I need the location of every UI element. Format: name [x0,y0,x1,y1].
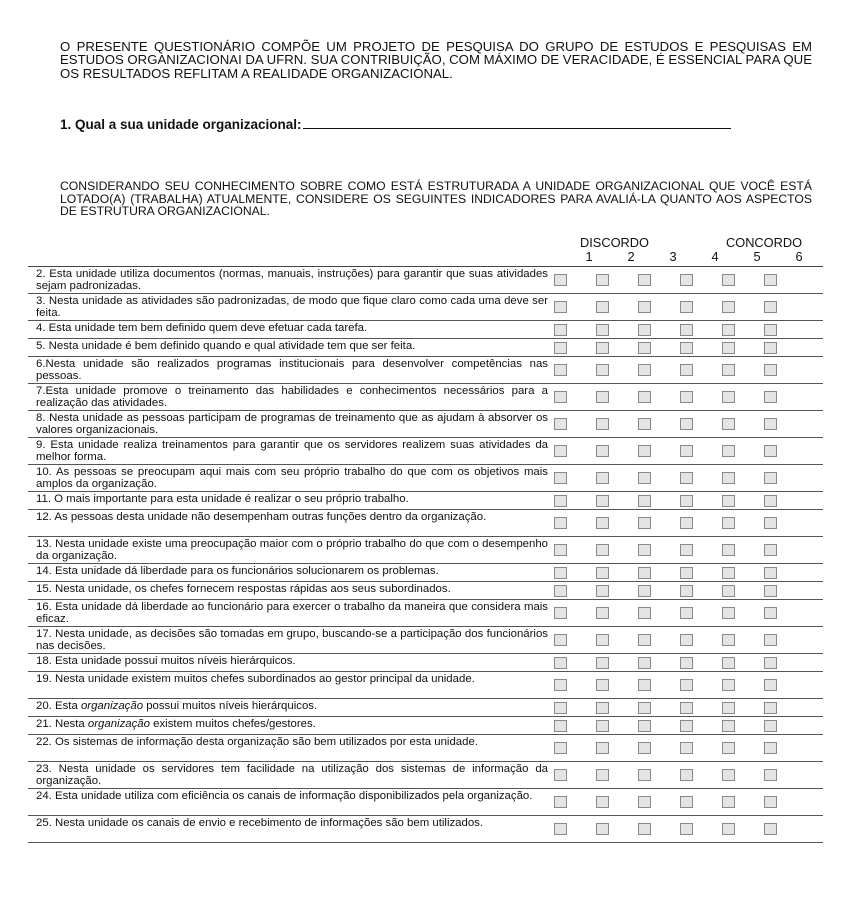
scale-point-4: 4 [711,249,719,264]
rating-checkbox-3[interactable] [638,796,651,808]
scale-point-2: 2 [627,249,635,264]
item-text: 4. Esta unidade tem bem definido quem deve efetuar cada tarefa. [36,322,368,334]
rating-checkbox-3[interactable] [638,324,651,336]
rating-checkbox-5[interactable] [722,495,735,507]
item-row [28,816,823,843]
rating-checkbox-1[interactable] [554,342,567,354]
item-row [28,582,823,600]
rating-checkbox-3[interactable] [638,301,651,313]
rating-options [548,294,823,320]
rating-checkbox-3[interactable] [638,742,651,754]
rating-checkbox-4[interactable] [680,585,693,597]
scale-low-label: DISCORDO [580,235,649,250]
item-row [28,762,823,789]
item-text: 5. Nesta unidade é bem definido quando e qual atividade tem que ser feita. [36,340,416,352]
rating-checkbox-3[interactable] [638,364,651,376]
rating-checkbox-5[interactable] [722,274,735,286]
rating-checkbox-3[interactable] [638,274,651,286]
rating-checkbox-1[interactable] [554,274,567,286]
scale-point-1: 1 [585,249,593,264]
item-text-part: 21. Nesta [36,718,88,730]
rating-checkbox-5[interactable] [722,544,735,556]
rating-checkbox-3[interactable] [638,342,651,354]
rating-checkbox-6[interactable] [764,567,777,579]
item-row [28,789,823,816]
rating-checkbox-1[interactable] [554,391,567,403]
rating-checkbox-5[interactable] [722,567,735,579]
item-text: 16. Esta unidade dá liberdade ao funcionário para exercer o trabalho da maneira que considera mais eficaz. [36,601,548,626]
item-row [28,465,823,492]
rating-checkbox-6[interactable] [764,585,777,597]
rating-checkbox-3[interactable] [638,823,651,835]
item-text-part: 20. Esta [36,700,81,712]
rating-checkbox-3[interactable] [638,418,651,430]
item-row [28,699,823,717]
rating-checkbox-2[interactable] [596,445,609,457]
rating-checkbox-4[interactable] [680,567,693,579]
rating-checkbox-1[interactable] [554,702,567,714]
item-text-part: possui muitos níveis hierárquicos. [143,700,318,712]
rating-checkbox-2[interactable] [596,301,609,313]
rating-checkbox-4[interactable] [680,769,693,781]
rating-options [548,438,823,464]
rating-checkbox-6[interactable] [764,720,777,732]
rating-checkbox-1[interactable] [554,679,567,691]
item-row [28,357,823,384]
rating-checkbox-1[interactable] [554,445,567,457]
rating-checkbox-6[interactable] [764,607,777,619]
rating-checkbox-5[interactable] [722,324,735,336]
rating-checkbox-2[interactable] [596,657,609,669]
instructions-paragraph: CONSIDERANDO SEU CONHECIMENTO SOBRE COMO ESTÁ ESTRUTURADA A UNIDADE ORGANIZACIONAL QUE VOCÊ ESTÁ LOTADO(A) (TRABALHA) ATUALMENTE, CONSIDERE OS SEGUINTES INDICADORES PARA AVALIÁ-LA QUANTO AOS ASPECTOS DE ESTRUTURA ORGANIZACIONAL. [60,179,812,219]
rating-checkbox-2[interactable] [596,742,609,754]
item-text [28,699,548,716]
rating-checkbox-5[interactable] [722,720,735,732]
rating-checkbox-5[interactable] [722,364,735,376]
rating-checkbox-6[interactable] [764,342,777,354]
rating-checkbox-5[interactable] [722,445,735,457]
rating-checkbox-1[interactable] [554,585,567,597]
rating-checkbox-5[interactable] [722,657,735,669]
rating-checkbox-6[interactable] [764,418,777,430]
rating-checkbox-2[interactable] [596,634,609,646]
rating-checkbox-2[interactable] [596,607,609,619]
rating-checkbox-4[interactable] [680,342,693,354]
rating-checkbox-6[interactable] [764,544,777,556]
rating-checkbox-6[interactable] [764,702,777,714]
rating-checkbox-6[interactable] [764,769,777,781]
rating-checkbox-1[interactable] [554,769,567,781]
rating-checkbox-1[interactable] [554,720,567,732]
rating-checkbox-4[interactable] [680,364,693,376]
scale-high-label: CONCORDO [726,235,803,250]
rating-checkbox-4[interactable] [680,544,693,556]
rating-checkbox-5[interactable] [722,607,735,619]
rating-options [548,600,823,626]
rating-checkbox-5[interactable] [722,585,735,597]
rating-checkbox-2[interactable] [596,472,609,484]
item-text-part: existem muitos chefes/gestores. [149,718,316,730]
rating-checkbox-2[interactable] [596,274,609,286]
item-row [28,321,823,339]
rating-checkbox-1[interactable] [554,657,567,669]
rating-checkbox-1[interactable] [554,301,567,313]
item-row [28,600,823,627]
rating-checkbox-3[interactable] [638,495,651,507]
rating-checkbox-1[interactable] [554,742,567,754]
rating-checkbox-3[interactable] [638,544,651,556]
rating-checkbox-4[interactable] [680,301,693,313]
rating-options [548,816,823,842]
item-text: 23. Nesta unidade os servidores tem facilidade na utilização dos sistemas de informação da organização. [36,763,548,788]
rating-options [548,537,823,563]
rating-checkbox-6[interactable] [764,364,777,376]
item-row [28,294,823,321]
rating-checkbox-1[interactable] [554,634,567,646]
rating-checkbox-1[interactable] [554,567,567,579]
rating-checkbox-3[interactable] [638,391,651,403]
rating-options [548,582,823,599]
rating-checkbox-6[interactable] [764,517,777,529]
rating-checkbox-5[interactable] [722,418,735,430]
rating-checkbox-4[interactable] [680,607,693,619]
item-row [28,564,823,582]
rating-options [548,762,823,788]
rating-checkbox-2[interactable] [596,702,609,714]
rating-options [548,267,823,293]
rating-options [548,717,823,734]
rating-checkbox-6[interactable] [764,445,777,457]
rating-checkbox-2[interactable] [596,823,609,835]
rating-checkbox-5[interactable] [722,769,735,781]
rating-options [548,672,823,698]
rating-checkbox-2[interactable] [596,585,609,597]
rating-checkbox-5[interactable] [722,301,735,313]
question-1-label: 1. Qual a sua unidade organizacional: [60,117,302,132]
rating-checkbox-4[interactable] [680,517,693,529]
rating-checkbox-3[interactable] [638,585,651,597]
rating-checkbox-4[interactable] [680,634,693,646]
rating-checkbox-6[interactable] [764,742,777,754]
item-row [28,384,823,411]
rating-checkbox-6[interactable] [764,679,777,691]
rating-checkbox-6[interactable] [764,274,777,286]
rating-checkbox-5[interactable] [722,679,735,691]
item-text: 12. As pessoas desta unidade não desempenham outras funções dentro da organização. [36,511,487,523]
rating-checkbox-2[interactable] [596,769,609,781]
rating-checkbox-4[interactable] [680,274,693,286]
rating-checkbox-2[interactable] [596,391,609,403]
rating-checkbox-2[interactable] [596,342,609,354]
rating-checkbox-2[interactable] [596,495,609,507]
scale-point-5: 5 [753,249,761,264]
rating-options [548,735,823,761]
rating-checkbox-4[interactable] [680,742,693,754]
rating-checkbox-6[interactable] [764,495,777,507]
rating-checkbox-2[interactable] [596,679,609,691]
rating-checkbox-1[interactable] [554,607,567,619]
item-text: 2. Esta unidade utiliza documentos (normas, manuais, instruções) para garantir que suas atividades sejam padronizadas. [36,268,548,293]
rating-checkbox-6[interactable] [764,796,777,808]
rating-checkbox-5[interactable] [722,634,735,646]
item-row [28,717,823,735]
item-text: 17. Nesta unidade, as decisões são tomadas em grupo, buscando-se a participação dos funcionários nas decisões. [36,628,548,653]
rating-checkbox-6[interactable] [764,391,777,403]
item-row [28,735,823,762]
item-row [28,672,823,699]
rating-checkbox-4[interactable] [680,657,693,669]
question-1 [60,116,731,132]
likert-table [28,266,823,843]
rating-checkbox-3[interactable] [638,517,651,529]
item-row [28,339,823,357]
rating-checkbox-3[interactable] [638,472,651,484]
rating-checkbox-4[interactable] [680,391,693,403]
item-text: 6.Nesta unidade são realizados programas institucionais para desenvolver competências nas pessoas. [36,358,548,383]
item-row [28,492,823,510]
item-text: 13. Nesta unidade existe uma preocupação maior com o próprio trabalho do que com o desempenho da organização. [36,538,548,563]
rating-checkbox-3[interactable] [638,445,651,457]
rating-checkbox-2[interactable] [596,364,609,376]
item-text: 18. Esta unidade possui muitos níveis hierárquicos. [36,655,296,667]
item-row [28,267,823,294]
rating-checkbox-2[interactable] [596,517,609,529]
rating-checkbox-1[interactable] [554,544,567,556]
rating-checkbox-6[interactable] [764,634,777,646]
rating-options [548,339,823,356]
rating-checkbox-3[interactable] [638,720,651,732]
rating-checkbox-3[interactable] [638,769,651,781]
rating-options [548,465,823,491]
rating-checkbox-5[interactable] [722,796,735,808]
rating-checkbox-1[interactable] [554,495,567,507]
item-text: 19. Nesta unidade existem muitos chefes subordinados ao gestor principal da unidade. [36,673,475,685]
rating-checkbox-4[interactable] [680,495,693,507]
rating-checkbox-3[interactable] [638,657,651,669]
rating-checkbox-4[interactable] [680,445,693,457]
item-row [28,537,823,564]
item-row [28,411,823,438]
rating-checkbox-1[interactable] [554,796,567,808]
item-text: 7.Esta unidade promove o treinamento das habilidades e conhecimentos necessários para a realização das atividades. [36,385,548,410]
item-row [28,654,823,672]
rating-checkbox-3[interactable] [638,679,651,691]
item-text: 22. Os sistemas de informação desta organização são bem utilizados por esta unidade. [36,736,478,748]
rating-checkbox-5[interactable] [722,391,735,403]
rating-checkbox-2[interactable] [596,544,609,556]
rating-checkbox-3[interactable] [638,607,651,619]
rating-checkbox-4[interactable] [680,679,693,691]
rating-checkbox-1[interactable] [554,517,567,529]
rating-options [548,654,823,671]
item-text-emphasis: organização [80,700,144,712]
rating-options [548,321,823,338]
rating-checkbox-4[interactable] [680,702,693,714]
rating-checkbox-1[interactable] [554,324,567,336]
unit-answer-field[interactable] [303,116,731,129]
item-text: 8. Nesta unidade as pessoas participam de programas de treinamento que as ajudam à absorver os valores organizacionais. [36,412,548,437]
rating-options [548,699,823,716]
rating-options [548,564,823,581]
rating-checkbox-5[interactable] [722,823,735,835]
rating-checkbox-1[interactable] [554,823,567,835]
rating-checkbox-6[interactable] [764,823,777,835]
rating-checkbox-5[interactable] [722,472,735,484]
item-text: 14. Esta unidade dá liberdade para os funcionários solucionarem os problemas. [36,565,439,577]
item-row [28,510,823,537]
rating-checkbox-1[interactable] [554,418,567,430]
item-text: 10. As pessoas se preocupam aqui mais com seu próprio trabalho do que com os objetivos mais amplos da organização. [36,466,548,491]
rating-checkbox-4[interactable] [680,720,693,732]
intro-paragraph: O PRESENTE QUESTIONÁRIO COMPÕE UM PROJETO DE PESQUISA DO GRUPO DE ESTUDOS E PESQUISAS EM ESTUDOS ORGANIZACIONAI DA UFRN. SUA CONTRIBUIÇÃO, COM MÁXIMO DE VERACIDADE, É ESSENCIAL PARA QUE OS RESULTADOS REFLITAM A REALIDADE ORGANIZACIONAL. [60,39,812,81]
rating-checkbox-3[interactable] [638,567,651,579]
rating-checkbox-4[interactable] [680,823,693,835]
rating-checkbox-5[interactable] [722,342,735,354]
rating-checkbox-6[interactable] [764,301,777,313]
rating-checkbox-1[interactable] [554,472,567,484]
item-text: 25. Nesta unidade os canais de envio e recebimento de informações são bem utilizados. [36,817,484,829]
item-text: 9. Esta unidade realiza treinamentos para garantir que os servidores realizem suas atividades da melhor forma. [36,439,548,464]
rating-options [548,627,823,653]
item-text: 11. O mais importante para esta unidade é realizar o seu próprio trabalho. [36,493,409,505]
rating-checkbox-6[interactable] [764,472,777,484]
item-row [28,627,823,654]
item-row [28,438,823,465]
rating-checkbox-4[interactable] [680,472,693,484]
item-text [28,717,548,734]
rating-checkbox-2[interactable] [596,567,609,579]
rating-checkbox-1[interactable] [554,364,567,376]
rating-checkbox-5[interactable] [722,702,735,714]
rating-checkbox-2[interactable] [596,418,609,430]
rating-options [548,384,823,410]
scale-point-3: 3 [669,249,677,264]
rating-options [548,789,823,815]
item-text: 3. Nesta unidade as atividades são padronizadas, de modo que fique claro como cada uma deve ser feita. [36,295,548,320]
rating-checkbox-4[interactable] [680,324,693,336]
rating-checkbox-2[interactable] [596,796,609,808]
rating-checkbox-3[interactable] [638,702,651,714]
rating-checkbox-5[interactable] [722,517,735,529]
item-text-emphasis: organização [87,718,150,730]
rating-options [548,357,823,383]
rating-checkbox-6[interactable] [764,657,777,669]
rating-checkbox-5[interactable] [722,742,735,754]
rating-checkbox-2[interactable] [596,720,609,732]
rating-options [548,492,823,509]
rating-options [548,411,823,437]
item-text: 15. Nesta unidade, os chefes fornecem respostas rápidas aos seus subordinados. [36,583,451,595]
scale-point-6: 6 [795,249,803,264]
rating-checkbox-2[interactable] [596,324,609,336]
rating-options [548,510,823,536]
rating-checkbox-4[interactable] [680,418,693,430]
item-text: 24. Esta unidade utiliza com eficiência os canais de informação disponibilizados pela organização. [36,790,533,802]
rating-checkbox-6[interactable] [764,324,777,336]
rating-checkbox-3[interactable] [638,634,651,646]
rating-checkbox-4[interactable] [680,796,693,808]
